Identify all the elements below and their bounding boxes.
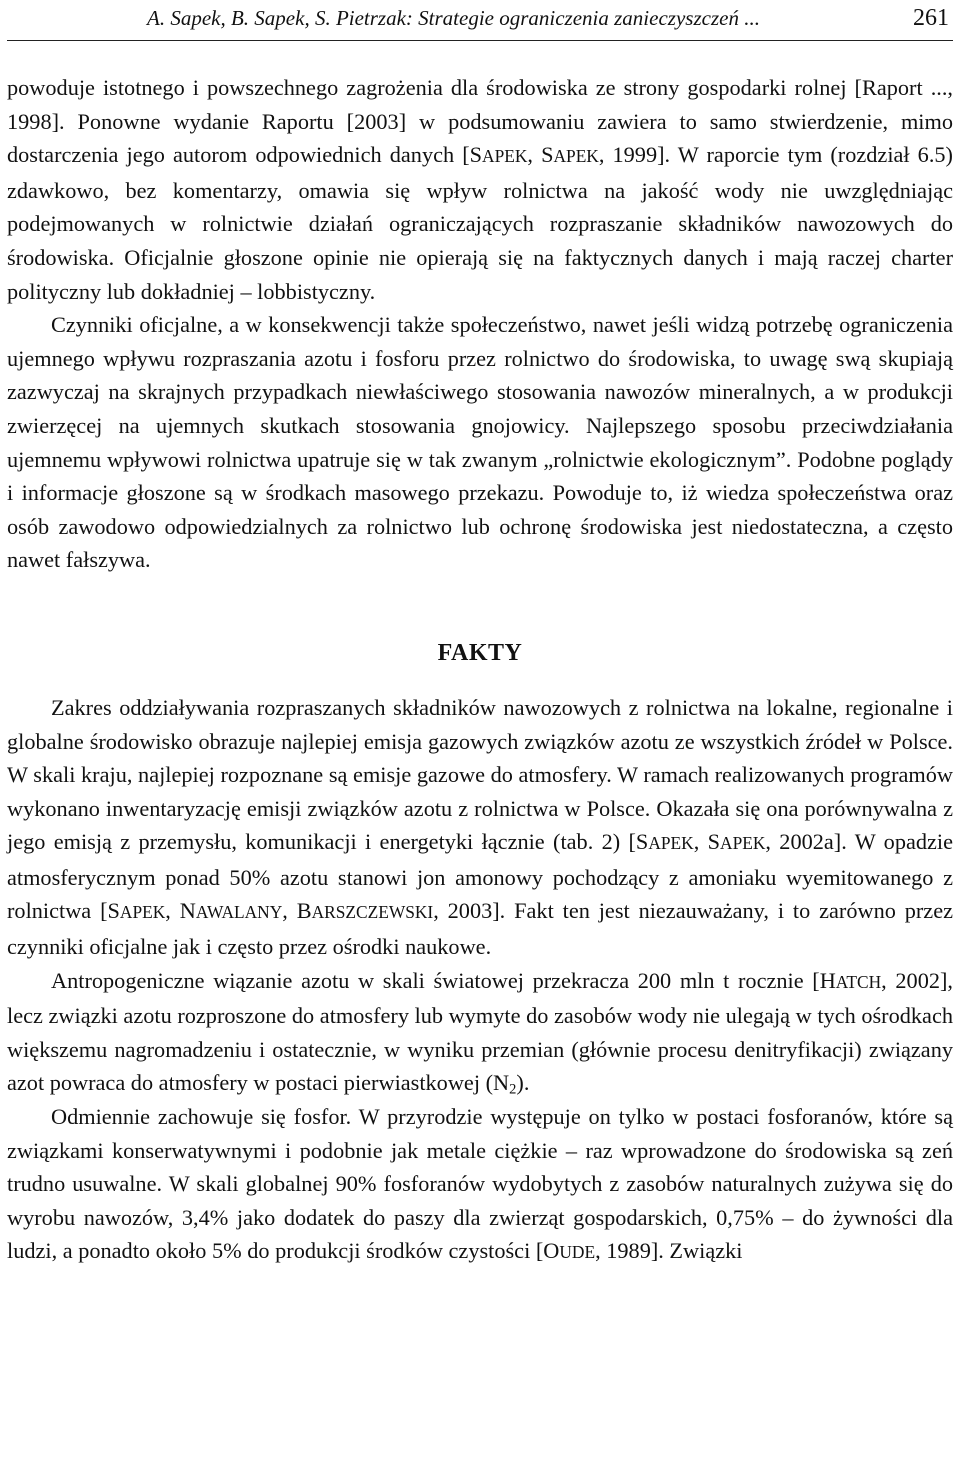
text-run: , 2003]. Fakt ten jest niezauważany, i to zarówno przez czynniki oficjalne jak i często przez ośrodki naukowe. (7, 898, 953, 960)
text-run: , B (282, 898, 312, 924)
section-heading: FAKTY (437, 639, 523, 666)
document-page (7, 0, 953, 1270)
paragraph-continued (7, 71, 953, 308)
paragraph (7, 691, 953, 964)
text-run: ). (516, 1070, 530, 1096)
paragraph: Czynniki oficjalne, a w konsekwencji także społeczeństwo, nawet jeśli widzą potrzebę ograniczenia ujemnego wpływu rozpraszania azotu i fosforu przez rolnictwo do środowiska, to uwagę swą skupiają zazwyczaj na skrajnych przypadkach niewłaściwego stosowania nawozów mineralnych, a w produkcji zwierzęcej na ujemnych skutkach stosowania gnojowicy. Najlepszego sposobu przeciwdziałania ujemnemu wpływowi rolnictwa upatruje się w tak zwanym „rolnictwie ekologicznym”. Podobne poglądy i informacje głoszone są w środkach masowego przekazu. Powoduje to, iż wiedza społeczeństwa oraz osób zawodowo odpowiedzialnych za rolnictwo lub ochronę środowiska jest niedostateczna, a często nawet fałszywa. (7, 312, 953, 573)
smallcaps-run: APEK (482, 147, 528, 167)
running-header (7, 0, 953, 41)
text-run: Zakres oddziaływania rozpraszanych składników nawozowych z rolnictwa na lokalne, regionalne i globalne środowisko obrazuje najlepiej emisja gazowych związków azotu ze wszystkich źródeł w Polsce. W skali kraju, najlepiej rozpoznane są emisje gazowe do atmosfery. W ramach realizowanych programów wykonano inwentaryzację emisji związków azotu z rolnictwa w Polsce. Okazała się ona porównywalna z jego emisją z przemysłu, komunikacji i energetyki łącznie (tab. 2) [S (7, 694, 953, 855)
smallcaps-run: APEK (648, 834, 694, 854)
smallcaps-run: UDE (559, 1243, 596, 1263)
text-run: , N (165, 898, 196, 924)
subscript: 2 (509, 1082, 517, 1099)
text-run: , S (527, 142, 554, 168)
smallcaps-run: ARSZCZEWSKI (311, 903, 434, 923)
smallcaps-run: APEK (119, 903, 166, 923)
text-run: Odmiennie zachowuje się fosfor. W przyrodzie występuje on tylko w postaci fosforanów, które są związkami konserwatywnymi i podobnie jak metale ciężkie – raz wprowadzone do środowiska są zeń trudno usuwalne. W skali globalnej 90% fosforanów wydobytych z zasobów naturalnych zużywa się do wyrobu nawozów, 3,4% jako dodatek do paszy dla zwierząt gospodarskich, 0,75% – do żywności dla ludzi, a ponadto około 5% do produkcji środków czystości [O (7, 1104, 953, 1264)
smallcaps-run: ATCH (835, 972, 882, 992)
text-run: , 2002a]. W opadzie atmosferycznym ponad 50% azotu stanowi jon amonowy pochodzący z amoniaku wyemitowanego z rolnictwa [S (7, 829, 954, 924)
page-number: 261 (913, 5, 949, 31)
section-text (7, 691, 953, 1270)
smallcaps-run: APEK (553, 147, 599, 167)
paragraph (7, 964, 953, 1100)
text-run: , 1999]. W raporcie tym (rozdział 6.5) zdawkowo, bez komentarzy, omawia się wpływ rolnictwa na jakość wody nie uwzględniając podejmowanych w rolnictwie działań ograniczających rozpraszanie składników nawozowych do środowiska. Oficjalnie głoszone opinie nie opierają się na faktycznych danych i mają raczej charter polityczny lub dokładniej – lobbistyczny. (7, 142, 953, 304)
text-run: Antropogeniczne wiązanie azotu w skali światowej przekracza 200 mln t rocznie [H (51, 967, 836, 993)
body-text (7, 71, 953, 577)
text-run: , S (693, 829, 721, 855)
running-title: A. Sapek, B. Sapek, S. Pietrzak: Strategie ograniczenia zanieczyszczeń ... (147, 6, 760, 30)
smallcaps-run: AWALANY (195, 903, 283, 923)
paragraph (7, 1100, 953, 1270)
smallcaps-run: APEK (720, 834, 766, 854)
text-run: , 1989]. Związki (595, 1238, 743, 1264)
text-run: powoduje istotnego i powszechnego zagrożenia dla środowiska ze strony gospodarki rolnej [Raport ..., 1998]. Ponowne wydanie Raportu [2003] w podsumowaniu zawiera to samo stwierdzenie, mimo dostarczenia jego autorom odpowiednich danych [S (7, 75, 953, 168)
text-run: , 2002], lecz związki azotu rozproszone do atmosfery lub wymyte do zasobów wody nie ulegają w tych ośrodkach większemu nagromadzeniu i ostatecznie, w wyniku przemian (głównie procesu denitryfikacji) związany azot powraca do atmosfery w postaci pierwiastkowej (N (7, 967, 953, 1096)
